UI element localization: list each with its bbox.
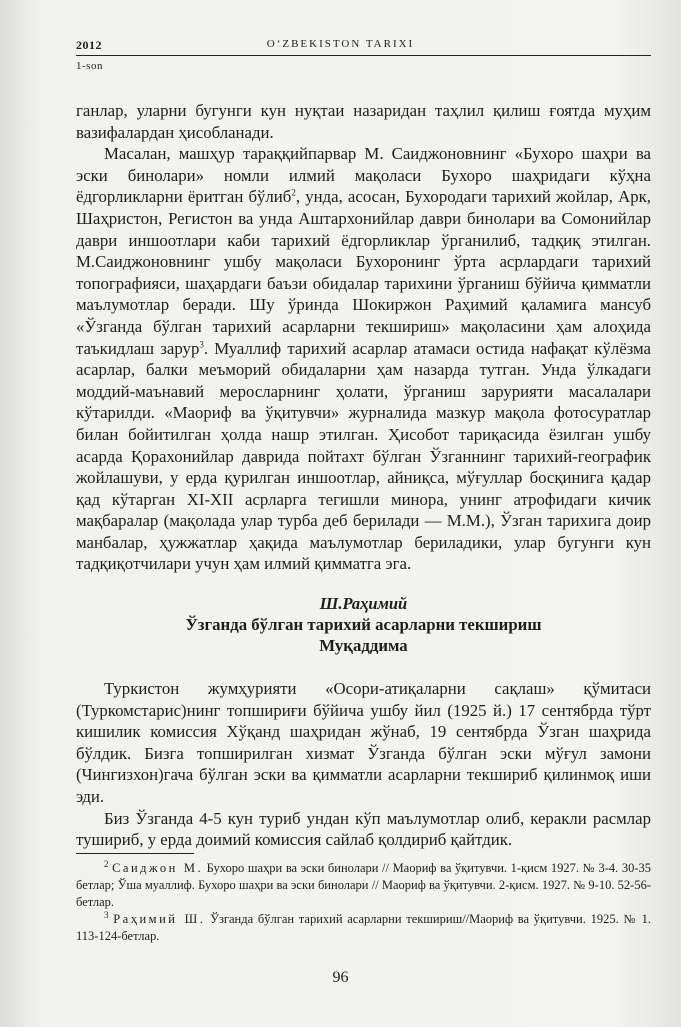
header-rule (76, 55, 651, 56)
footnote-2-text: Бухоро шаҳри ва эски бинолари // Маориф ва ўқитувчи. 1-қисм 1927. № 3-4. 30-35 бетлар; Ўша муаллиф. Бухоро шаҳри ва эски бинолари // Маориф ва ўқитувчи. 2-қисм. 1927. № 9-10. 52-56-бетлар. (76, 861, 651, 909)
article-paragraph-1: Туркистон жумҳурияти «Осори-атиқаларни сақлаш» қўмитаси (Туркомстарис)нинг топшириғи бўйича ушбу йил (1925 й.) 17 сентябрда тўрт кишилик комиссия Хўқанд шаҳридан жўнаб, 19 сентябрда Ўзган шаҳрида бўлдик. Бизга топширилган хизмат Ўзганда бўлган эски мўғул замони (Чингизхон)гача бўлган эски ва қимматли асарларни текшириб қилинмоқ иши эди. (76, 679, 651, 806)
footnotes (76, 860, 651, 945)
article-author: Ш.Раҳимий (319, 594, 408, 613)
footnote-ref-3: 3 (199, 338, 204, 349)
footnote-3-mark: 3 (104, 909, 109, 920)
body-paragraph-2 (76, 143, 651, 575)
footnote-2-mark: 2 (104, 858, 109, 869)
footnote-3 (76, 911, 651, 945)
footnote-rule (76, 853, 194, 854)
footnote-2 (76, 860, 651, 911)
header-journal-title: O‘ZBEKISTON TARIXI (266, 38, 415, 50)
footnote-3-author: Раҳимий Ш. (113, 912, 206, 926)
header-year: 2012 (76, 38, 102, 52)
article-paragraph-2: Биз Ўзганда 4-5 кун туриб ундан кўп маълумотлар олиб, керакли расмлар тушириб, у ерда доимий комиссия сайлаб қолдириб қайтдик. (76, 808, 651, 850)
body-text (76, 100, 651, 575)
body-paragraph-2-part-a: Масалан, машҳур тараққийпарвар М. Саиджоновнинг «Бухоро шаҳри ва эски бинолари» номли илмий мақоласи Бухоро шаҳридаги кўҳна ёдгорликларни ёритган бўлиб (76, 144, 651, 207)
article-text (76, 678, 651, 851)
page-number: 96 (332, 969, 349, 986)
article-title (76, 614, 651, 656)
article-title-line-1: Ўзганда бўлган тарихий асарларни текшириш (185, 615, 542, 634)
footnote-3-text: Ўзганда бўлган тарихий асарларни текшириш//Маориф ва ўқитувчи. 1925. № 1. 113-124-бетлар. (76, 912, 652, 943)
body-paragraph-2-part-c: . Муаллиф тарихий асарлар атамаси остида нафақат кўлёзма асарлар, балки меъморий обидаларни ҳам назарда тутган. Унда ўлкадаги моддий-маънавий меросларнинг ҳолати, ўрганиш зарурияти масалалари кўтарилди. «Маориф ва ўқитувчи» журналида мазкур мақола фотосуратлар билан бойитилган ҳолда нашр этилган. Ҳисобот тариқасида ёзилган ушбу асарда Қорахонийлар даврида пойтахт бўлган Ўзганнинг тарихий-географик жойлашуви, у ерда қурилган иншоотлар, айниқса, мўғуллар босқинига қадар қад кўтарган XI-XII асрларга тегишли минора, унинг атрофидаги кичик мақбаралар (мақолада улар турба деб берилади — М.М.), Ўзган тарихига доир манбалар, ҳужжатлар ҳақида маълумотлар бериладики, улар бугунги кун тадқиқотчилари учун ҳам илмий қимматга эга. (76, 338, 651, 574)
body-paragraph-2-part-b: , унда, асосан, Бухородаги тарихий жойлар, Арк, Шаҳристон, Регистон ва унда Аштархонийлар даври бинолари ва Сомонийлар даври иншоотлари каби тарихий ёдгорликлар ўрганилиб, тадқиқ этилган. М.Саиджоновнинг ушбу мақоласи Бухоронинг ўрта асрлардаги тарихий топографияси, шаҳардаги баъзи обидалар тарихини ўрганиш бўйича қимматли маълумотлар беради. Шу ўринда Шокиржон Раҳимий қаламига мансуб «Ўзганда бўлган тарихий асарларни текшириш» мақоласини ҳам алоҳида таъкидлаш зарур (76, 187, 652, 358)
footnote-ref-2: 2 (291, 187, 296, 198)
header-issue: 1-son (76, 60, 103, 72)
body-paragraph-1: ганлар, уларни бугунги кун нуқтаи назаридан таҳлил қилиш ғоятда муҳим вазифалардан ҳисобланади. (76, 101, 651, 142)
footnote-2-author: Саиджон М. (112, 861, 204, 875)
article-title-line-2: Муқаддима (319, 636, 408, 655)
